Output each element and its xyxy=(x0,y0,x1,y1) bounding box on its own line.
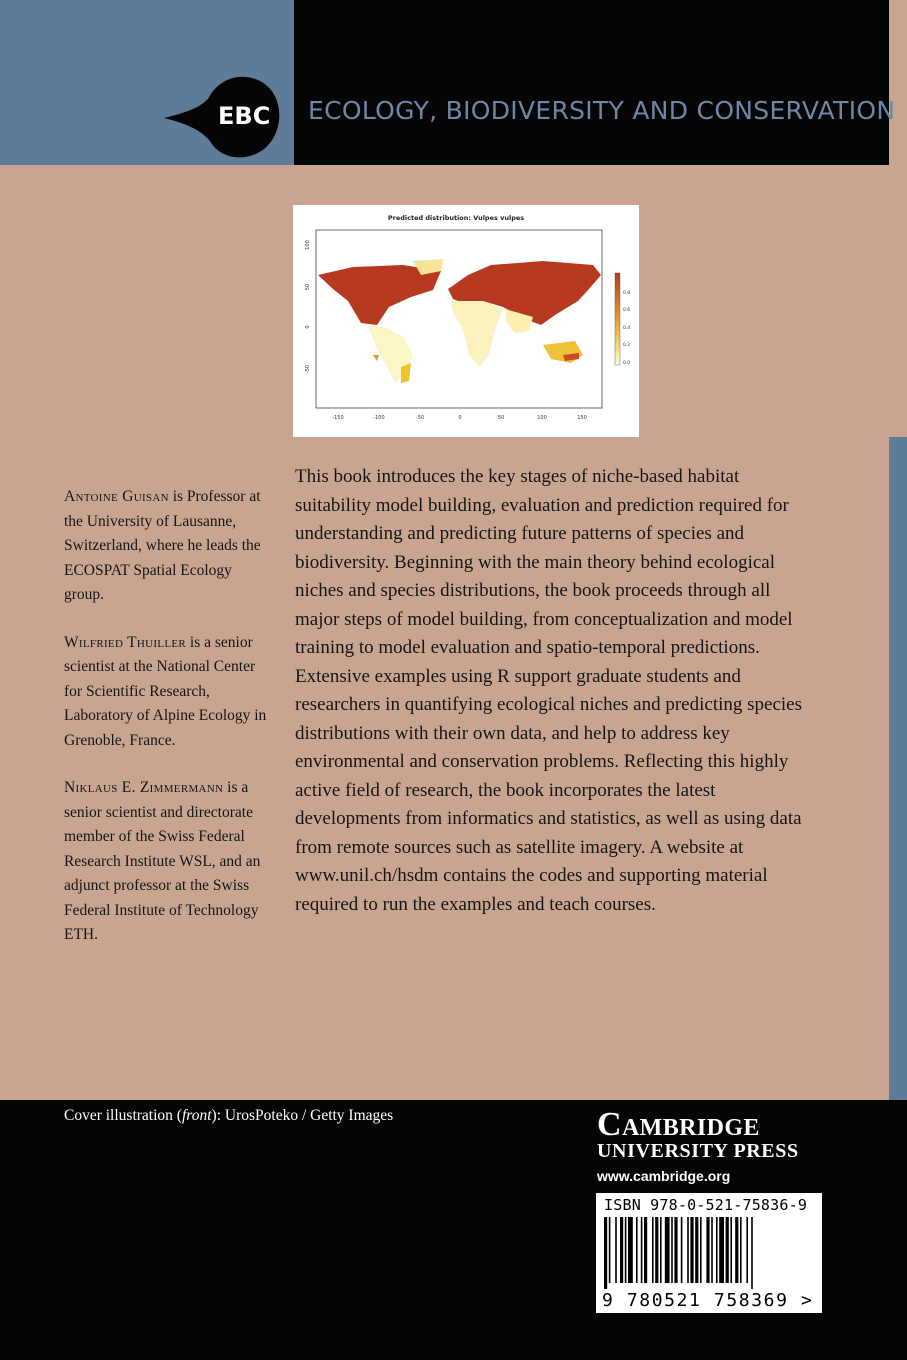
side-accent-bar xyxy=(889,437,907,1100)
x-tick: -150 xyxy=(332,415,344,421)
barcode-bar xyxy=(620,1217,623,1283)
map-plot xyxy=(293,205,639,437)
legend-tick: 0.4 xyxy=(623,326,631,331)
barcode-bar xyxy=(751,1217,753,1289)
barcode-bar xyxy=(674,1217,677,1283)
distribution-map-figure xyxy=(293,205,639,437)
series-band-black xyxy=(294,0,889,165)
legend-tick: 0.6 xyxy=(623,308,631,313)
barcode-bar xyxy=(687,1217,689,1283)
barcode-bar xyxy=(746,1217,748,1283)
barcode-bar xyxy=(625,1217,627,1283)
author-name: Niklaus E. Zimmermann xyxy=(64,779,224,796)
author-bio-text: is a senior scientist and directorate member of the Swiss Federal Research Institute WSL, and an adjunct professor at the Swiss Federal Institute of Technology ETH. xyxy=(64,779,261,943)
author-name: Antoine Guisan xyxy=(64,488,169,505)
barcode-bar xyxy=(730,1217,732,1283)
barcode-bar xyxy=(628,1217,633,1283)
isbn-label: ISBN 978-0-521-75836-9 xyxy=(604,1196,808,1214)
credit-suffix: ): UrosPoteko / Getty Images xyxy=(211,1107,394,1124)
author-bio-text: is a senior scientist at the National Center for Scientific Research, Laboratory of Alpine Ecology in Grenoble, France. xyxy=(64,633,267,749)
publisher-press: UNIVERSITY PRESS xyxy=(597,1140,799,1162)
x-tick: 150 xyxy=(577,415,587,421)
author-name: Wilfried Thuiller xyxy=(64,633,187,651)
publisher-name: Cambridge xyxy=(597,1106,760,1143)
legend-ticks xyxy=(623,290,630,366)
x-tick: 100 xyxy=(537,415,547,421)
legend-tick: 0.8 xyxy=(623,291,631,296)
legend-tick: 0.2 xyxy=(623,343,631,348)
barcode-bar xyxy=(660,1217,662,1283)
credit-front: front xyxy=(181,1107,212,1124)
x-axis xyxy=(332,415,586,421)
barcode-bars-icon xyxy=(604,1217,816,1289)
x-tick: -50 xyxy=(415,415,425,421)
barcode-bar xyxy=(681,1217,683,1283)
y-tick: 50 xyxy=(305,283,311,291)
y-tick: -50 xyxy=(305,364,311,374)
legend-tick: 0.0 xyxy=(623,361,631,366)
barcode-digits: 9 780521 758369 > xyxy=(602,1290,814,1311)
barcode-bar xyxy=(652,1217,654,1283)
barcode-bar xyxy=(719,1217,724,1283)
credit-prefix: Cover illustration ( xyxy=(64,1107,182,1124)
barcode-bar xyxy=(655,1217,658,1283)
bio-thuiller xyxy=(64,631,274,754)
barcode-bar xyxy=(716,1217,718,1283)
map-title: Predicted distribution: Vulpes vulpes xyxy=(387,214,525,222)
barcode-bar xyxy=(735,1217,738,1283)
top-right-strip xyxy=(889,0,907,165)
legend-colorbar xyxy=(615,273,620,365)
x-tick: 0 xyxy=(458,415,462,421)
barcode-bar xyxy=(609,1217,611,1283)
x-tick: 50 xyxy=(497,415,505,421)
author-bio-text: is Professor at the University of Lausanne, Switzerland, where he leads the ECOSPAT Spatial Ecology group. xyxy=(64,488,261,603)
isbn-barcode xyxy=(596,1193,822,1313)
barcode-bar xyxy=(636,1217,638,1283)
book-description: This book introduces the key stages of niche-based habitat suitability model building, evaluation and prediction required for understanding and predicting future patterns of species and biodiversity. Beginning with the main theory behind ecological niches and species distributions, the book proceeds through all major steps of model building, from conceptualization and model training to model evaluation and spatio-temporal predictions. Extensive examples using R support graduate students and researchers in quantifying ecological niches and predicting species distributions with their own data, and help to address key environmental and conservation problems. Reflecting this highly active field of research, the book incorporates the latest developments from informatics and statistics, as well as using data from remote sources such as satellite imagery. A website at www.unil.ch/hsdm contains the codes and supporting material required to run the examples and teach courses. xyxy=(295,466,802,915)
barcode-bar xyxy=(706,1217,709,1283)
barcode-bar xyxy=(740,1217,742,1283)
barcode-bar xyxy=(700,1217,702,1283)
bio-guisan xyxy=(64,485,274,608)
land-masses xyxy=(318,259,601,383)
barcode-bar xyxy=(641,1217,643,1283)
barcode-bar xyxy=(665,1217,670,1283)
publisher-url[interactable]: www.cambridge.org xyxy=(597,1168,731,1184)
barcode-bar xyxy=(726,1217,729,1283)
bio-zimmermann xyxy=(64,776,274,948)
series-title: ECOLOGY, BIODIVERSITY AND CONSERVATION xyxy=(308,96,896,125)
y-tick: 0 xyxy=(305,325,311,329)
author-bios xyxy=(64,485,274,971)
barcode-bar xyxy=(690,1217,693,1283)
barcode-bar xyxy=(604,1217,607,1289)
barcode-bar xyxy=(615,1217,617,1283)
y-axis xyxy=(305,240,311,373)
x-tick: -100 xyxy=(373,415,385,421)
series-abbrev: EBC xyxy=(218,102,271,130)
barcode-bar xyxy=(644,1217,647,1283)
cover-credit xyxy=(64,1107,393,1125)
barcode-bar xyxy=(695,1217,698,1283)
barcode-bar xyxy=(711,1217,713,1283)
barcode-bar xyxy=(671,1217,673,1283)
y-tick: 100 xyxy=(305,240,311,250)
